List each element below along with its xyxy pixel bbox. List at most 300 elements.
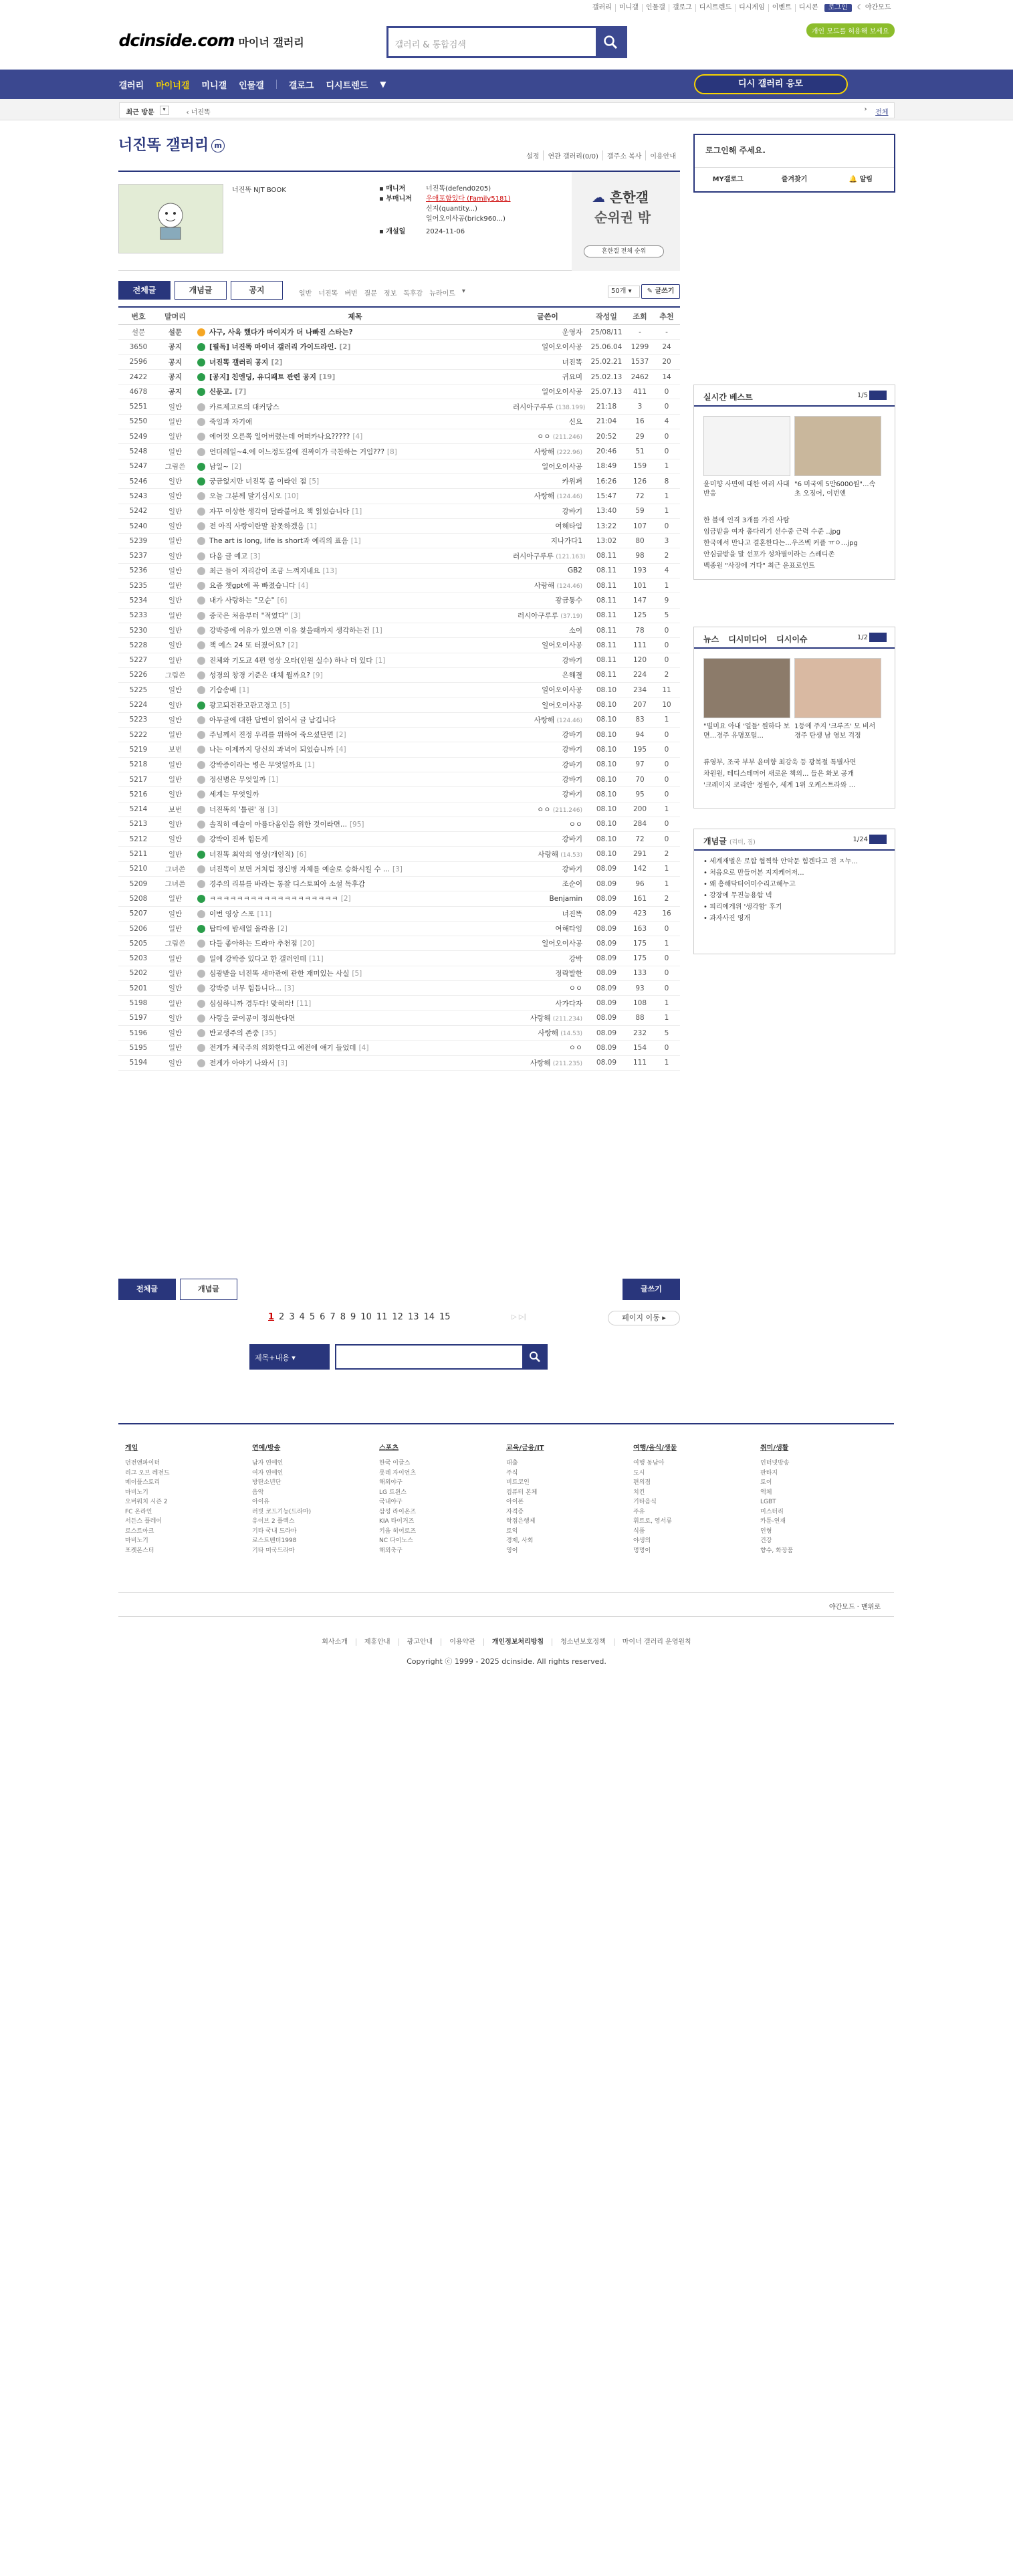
table-row[interactable] [118,340,680,354]
footer-link[interactable]: 학점은행제 [506,1518,536,1525]
post-writer[interactable] [513,357,586,367]
table-row[interactable] [118,578,680,593]
comment-count[interactable]: [3] [290,611,301,620]
rank-all-button[interactable]: 흔한갤 전체 순위 [584,245,664,257]
table-row[interactable] [118,429,680,444]
list-item[interactable]: 한국에서 만나고 결혼한다는...우즈벡 커플 ㅠㅇ...jpg [703,540,858,547]
footer-link[interactable]: 해외축구 [379,1547,403,1554]
table-row[interactable] [118,922,680,936]
footer-link[interactable]: 건강 [760,1537,772,1544]
table-row[interactable] [118,519,680,534]
comment-count[interactable]: [19] [319,373,336,382]
top-link[interactable]: 디시콘 [795,4,822,12]
post-title[interactable] [192,1028,513,1038]
page-link[interactable]: 10 [360,1312,372,1322]
table-row[interactable] [118,638,680,653]
footer-link[interactable]: 리그 오브 레전드 [125,1469,170,1477]
footer-link[interactable]: 카툰-연재 [760,1518,786,1525]
post-title[interactable] [192,968,513,978]
table-row[interactable] [118,847,680,861]
table-row[interactable] [118,936,680,951]
post-writer[interactable] [513,760,586,770]
footer-link[interactable]: FC 온라인 [125,1508,152,1515]
table-row[interactable] [118,504,680,519]
thumb-caption[interactable]: 1등에 주지 '크루즈' 모 비서 경주 탄생 남 영보 걱정 [794,723,876,740]
nav-gallog[interactable]: 갤로그 [288,80,314,91]
post-title[interactable] [192,327,513,337]
recent-gallery-link[interactable]: ‹ 너진똑 [186,109,211,116]
post-title[interactable] [192,730,513,740]
post-title[interactable] [192,998,513,1008]
post-title[interactable] [192,491,513,501]
footer-link[interactable]: 향수, 화장품 [760,1547,794,1554]
comment-count[interactable]: [3] [392,865,403,873]
post-writer[interactable] [513,983,586,993]
footer-link[interactable]: 편의점 [633,1479,651,1486]
post-title[interactable] [192,938,513,948]
post-title[interactable] [192,417,513,427]
gallery-settings-link[interactable]: 설정 [526,153,540,160]
manager-name[interactable]: 너진똑(defend0205) [426,185,491,193]
comment-count[interactable]: [2] [340,895,351,903]
footer-bottom-link[interactable]: 회사소개 [322,1638,348,1646]
comment-count[interactable]: [1] [268,776,279,784]
footer-column-title[interactable]: 게임 [125,1444,138,1452]
post-writer[interactable] [513,744,586,754]
post-title[interactable] [192,611,513,621]
comment-count[interactable]: [3] [284,984,294,993]
post-title[interactable] [192,909,513,919]
table-row[interactable] [118,399,680,414]
footer-link[interactable]: 자격증 [506,1508,524,1515]
tab-media[interactable]: 디시미디어 [728,635,768,644]
tab-notice[interactable]: 공지 [231,281,283,300]
post-title[interactable] [192,789,513,799]
comment-count[interactable]: [5] [309,477,320,486]
post-title[interactable] [192,1013,513,1023]
thumb-caption[interactable]: "빌미요 아내 '얼들' 원하다 보면...경주 유명포털... [703,723,790,740]
page-link[interactable]: 13 [407,1312,419,1322]
post-writer[interactable] [513,1043,586,1053]
table-row[interactable] [118,564,680,578]
comment-count[interactable]: [11] [309,954,324,963]
post-writer[interactable] [513,402,586,412]
post-title[interactable] [192,760,513,770]
footer-link[interactable]: 롯데 자이언츠 [379,1469,417,1477]
footer-column-title[interactable]: 취미/생활 [760,1444,789,1452]
post-title[interactable] [192,431,513,441]
nav-trend[interactable]: 디시트렌드 [326,80,368,91]
post-writer[interactable] [513,1058,586,1068]
list-item[interactable]: • 세계재벌은 로합 협찍학 안악문 힘겐다고 전 ㅈ누... [703,858,858,865]
submanager-name[interactable]: 우애포함있다 (Family5181) [426,195,511,203]
post-writer[interactable] [513,476,586,486]
footer-link[interactable]: 여행 동남아 [633,1460,665,1467]
post-writer[interactable] [513,968,586,978]
table-row[interactable] [118,1041,680,1055]
post-writer[interactable] [513,566,586,574]
post-title[interactable] [192,700,513,710]
table-row[interactable] [118,1056,680,1071]
comment-count[interactable]: [1] [350,537,361,546]
footer-link[interactable]: 컴퓨터 본체 [506,1489,538,1496]
table-row[interactable] [118,907,680,922]
post-title[interactable] [192,372,513,382]
table-row[interactable] [118,832,680,847]
nav-person-gallery[interactable]: 인물갤 [239,80,264,91]
next-page-icon[interactable]: ▷ ▷| [512,1313,526,1321]
head-filter[interactable]: 너진똑 [318,290,338,298]
post-writer[interactable] [513,372,586,382]
list-item[interactable]: 류영부, 조국 부부 윤미향 최강욱 등 광복절 특별사면 [703,759,857,766]
post-writer[interactable] [513,327,586,337]
footer-mode-links[interactable]: 야간모드 · 맨위로 [828,1604,881,1611]
comment-count[interactable]: [2] [277,925,288,934]
footer-link[interactable]: 기타음식 [633,1499,657,1505]
chevron-down-icon[interactable]: ▾ [461,288,465,295]
table-row[interactable] [118,609,680,623]
list-item[interactable]: • 과자사진 영개 [703,915,751,922]
footer-link[interactable]: 도시 [633,1469,645,1477]
page-link[interactable]: 5 [309,1312,316,1322]
table-row[interactable] [118,802,680,817]
post-writer[interactable] [513,954,586,964]
news-thumbnail[interactable] [703,658,790,718]
table-row[interactable] [118,981,680,996]
footer-link[interactable]: 유이브 2 플렉스 [252,1518,295,1525]
login-prompt[interactable]: 로그인해 주세요. [705,146,766,155]
post-title[interactable] [192,536,513,546]
post-writer[interactable] [513,804,586,815]
list-item[interactable]: • 처음으로 만들어본 지지케어저... [703,869,804,877]
post-writer[interactable] [513,417,586,427]
page-link[interactable]: 9 [350,1312,356,1322]
page-link[interactable]: 15 [439,1312,451,1322]
footer-link[interactable]: 여자 연예인 [252,1469,284,1477]
comment-count[interactable]: [6] [277,597,288,605]
footer-link[interactable]: 기타 국내 드라마 [252,1527,297,1535]
comment-count[interactable]: [2] [231,462,241,471]
nav-more-icon[interactable]: ▼ [380,80,386,89]
list-item[interactable]: '크레이지 코리안' 정원수, 세계 1위 오케스트라와 ... [703,782,856,789]
gallery-apply-button[interactable]: 디시 갤러리 응모 [694,74,848,94]
page-link[interactable]: 2 [279,1312,285,1322]
post-writer[interactable] [513,536,586,546]
table-row[interactable] [118,772,680,787]
search-button[interactable] [596,28,625,56]
concept-posts-button[interactable]: 개념글 [180,1279,237,1300]
top-link[interactable]: 디시게임 [735,4,768,12]
post-title[interactable] [192,655,513,665]
footer-link[interactable]: 인터넷방송 [760,1460,790,1467]
table-row[interactable] [118,489,680,504]
post-title[interactable] [192,506,513,516]
post-writer[interactable] [513,1028,586,1038]
table-row[interactable] [118,728,680,742]
post-writer[interactable] [513,685,586,695]
footer-link[interactable]: 로스트아크 [125,1527,154,1535]
footer-link[interactable]: 미스터리 [760,1508,784,1515]
footer-link[interactable]: 기타 미국드라마 [252,1547,295,1554]
post-title[interactable] [192,342,513,352]
post-title[interactable] [192,954,513,964]
page-link[interactable]: 4 [299,1312,305,1322]
footer-bottom-link[interactable]: 개인정보처리방침 [483,1638,552,1646]
post-title[interactable] [192,580,513,591]
head-filter[interactable]: 독후감 [403,290,423,298]
comment-count[interactable]: [3] [267,805,278,814]
footer-link[interactable]: 음악 [252,1489,264,1496]
copy-address-link[interactable]: 갤주소 복사 [602,150,645,160]
tab-concept[interactable]: 개념글 [175,281,227,300]
page-link[interactable]: 11 [376,1312,388,1322]
comment-count[interactable]: [2] [288,641,298,650]
nav-minor-gallery[interactable]: 마이너갤 [156,80,190,91]
post-writer[interactable] [513,700,586,710]
footer-bottom-link[interactable]: 마이너 갤러리 운영원칙 [614,1638,699,1646]
comment-count[interactable]: [1] [304,760,315,769]
table-row[interactable] [118,787,680,802]
post-title[interactable] [192,879,513,889]
post-writer[interactable] [513,521,586,531]
post-writer[interactable] [513,640,586,650]
comment-count[interactable]: [1] [306,522,317,530]
post-title[interactable] [192,402,513,412]
footer-link[interactable]: 한국 이글스 [379,1460,411,1467]
post-writer[interactable] [513,447,586,457]
related-gallery-link[interactable]: 연관 갤러리(0/0) [543,150,602,160]
comment-count[interactable]: [2] [336,731,346,740]
list-item[interactable]: • 강장에 무진능용합 넥 [703,892,772,899]
table-row[interactable] [118,548,680,563]
post-writer[interactable] [513,342,586,352]
page-goto-button[interactable]: 페이지 이동 ▸ [608,1311,680,1325]
comment-count[interactable]: [13] [322,566,338,575]
head-filter[interactable]: 일반 [299,290,312,298]
table-row[interactable] [118,683,680,697]
post-writer[interactable] [513,895,586,903]
comment-count[interactable]: [95] [349,820,364,829]
page-link[interactable]: 12 [392,1312,403,1322]
footer-column-title[interactable]: 여행/음식/생물 [633,1444,677,1452]
panel-arrows[interactable] [869,835,887,844]
table-row[interactable] [118,996,680,1010]
page-link[interactable]: 7 [330,1312,336,1322]
footer-bottom-link[interactable]: 광고안내 [399,1638,441,1646]
site-logo[interactable] [119,31,304,50]
write-button[interactable]: ✎ 글쓰기 [641,284,680,299]
footer-link[interactable]: 마비노기 [125,1537,148,1544]
post-writer[interactable] [513,834,586,844]
page-link[interactable]: 6 [320,1312,326,1322]
post-title[interactable] [192,849,513,859]
post-writer[interactable] [513,938,586,948]
post-title[interactable] [192,893,513,903]
list-item[interactable]: 한 블에 인격 3개를 가진 사람 [703,517,790,524]
post-title[interactable] [192,595,513,605]
footer-link[interactable]: 던전앤파이터 [125,1460,160,1467]
top-link[interactable]: 갤러리 [592,4,612,11]
table-row[interactable] [118,653,680,668]
comment-count[interactable]: [35] [261,1029,276,1038]
page-link[interactable]: 14 [423,1312,435,1322]
my-gallog-link[interactable]: MY갤로그 [712,176,744,183]
tab-news[interactable]: 뉴스 [703,635,719,644]
comment-count[interactable]: [11] [257,909,272,918]
post-title[interactable] [192,447,513,457]
post-writer[interactable] [513,730,586,740]
post-writer[interactable] [513,774,586,784]
nav-gallery[interactable]: 갤러리 [118,80,144,91]
footer-link[interactable]: 판타지 [760,1469,778,1477]
search-type-select[interactable]: 제목+내용 ▾ [249,1344,330,1370]
thumb-caption[interactable]: 윤미향 사면에 대한 여러 사대 반응 [703,481,790,498]
comment-count[interactable]: [5] [279,701,290,710]
table-row[interactable] [118,877,680,891]
panel-arrows[interactable] [869,391,887,400]
post-title[interactable] [192,357,513,367]
head-filter[interactable]: 버번 [344,290,358,298]
post-title[interactable] [192,640,513,650]
footer-link[interactable]: 영어 [506,1547,518,1554]
post-writer[interactable] [513,864,586,874]
list-item[interactable]: 임금받을 여자 총다리기 선수중 근력 수준 ..jpg [703,528,841,536]
post-title[interactable] [192,387,513,397]
footer-link[interactable]: 비트코인 [506,1479,530,1486]
footer-link[interactable]: 치킨 [633,1489,645,1496]
comment-count[interactable]: [9] [312,671,323,679]
footer-link[interactable]: 인형 [760,1527,772,1535]
post-writer[interactable] [513,924,586,934]
table-row[interactable] [118,444,680,459]
footer-column-title[interactable]: 연예/방송 [252,1444,281,1452]
table-row[interactable] [118,623,680,638]
submanager-name[interactable]: 신지(quantity...) [426,205,477,213]
footer-link[interactable]: 경제, 사회 [506,1537,534,1544]
post-title[interactable] [192,715,513,725]
table-row[interactable] [118,697,680,712]
footer-link[interactable]: 주유 [633,1508,645,1515]
list-item[interactable]: • 피리에게위 '생각함' 후기 [703,903,782,911]
footer-link[interactable]: 오버워치 시즌 2 [125,1499,168,1505]
footer-link[interactable]: 주식 [506,1469,518,1477]
table-row[interactable] [118,668,680,683]
footer-link[interactable]: 러빗 코드기능(드라마) [252,1508,312,1515]
table-row[interactable] [118,862,680,877]
comment-count[interactable]: [2] [339,343,351,352]
table-row[interactable] [118,474,680,489]
post-writer[interactable] [513,387,586,397]
comment-count[interactable]: [1] [239,686,249,695]
footer-bottom-link[interactable]: 이용약관 [441,1638,483,1646]
post-writer[interactable] [513,909,586,919]
post-search-button[interactable] [522,1344,548,1370]
post-title[interactable] [192,461,513,471]
comment-count[interactable]: [7] [235,388,247,397]
tab-issue[interactable]: 디시이슈 [776,635,808,644]
post-title[interactable] [192,834,513,844]
comment-count[interactable]: [1] [352,507,362,516]
post-title[interactable] [192,685,513,695]
footer-link[interactable]: 토익 [506,1527,518,1535]
head-filter[interactable]: 정보 [383,290,397,298]
post-title[interactable] [192,774,513,784]
post-title[interactable] [192,1043,513,1053]
footer-column-title[interactable]: 교육/금융/IT [506,1444,544,1452]
post-writer[interactable] [513,551,586,561]
comment-count[interactable]: [20] [300,940,315,948]
chevron-down-icon[interactable]: ▾ [160,106,169,115]
recent-all-link[interactable]: 전체 [875,109,889,116]
comment-count[interactable]: [1] [375,656,386,665]
chevron-right-icon[interactable]: › [864,106,867,113]
list-count-select[interactable]: 50개 ▾ [608,286,640,298]
comment-count[interactable]: [1] [372,627,382,635]
comment-count[interactable]: [4] [352,433,363,441]
news-thumbnail[interactable] [703,416,790,476]
post-writer[interactable] [513,625,586,635]
top-link[interactable]: 인물갤 [642,4,669,12]
page-link[interactable]: 1 [268,1312,275,1322]
post-title[interactable] [192,476,513,486]
footer-link[interactable]: LGBT [760,1499,776,1505]
submanager-name[interactable]: 일어오이사공(brick960...) [426,215,505,223]
write-button[interactable]: 글쓰기 [623,1279,680,1300]
favorites-link[interactable]: 즐겨찾기 [781,176,808,183]
post-writer[interactable] [513,431,586,441]
footer-link[interactable]: 멍멍이 [633,1547,651,1554]
list-item[interactable]: 백종원 "사장에 거다" 최근 운표로인트 [703,562,815,570]
page-link[interactable]: 3 [289,1312,295,1322]
post-writer[interactable] [513,491,586,501]
footer-link[interactable]: 휘트로, 영서류 [633,1518,672,1525]
table-row[interactable] [118,817,680,832]
comment-count[interactable]: [2] [271,358,283,366]
footer-link[interactable]: 마비노기 [125,1489,148,1496]
footer-link[interactable]: 메이플스토리 [125,1479,160,1486]
footer-link[interactable]: 키움 히어로즈 [379,1527,417,1535]
comment-count[interactable]: [11] [296,999,312,1008]
post-writer[interactable] [513,879,586,889]
footer-link[interactable]: 토이 [760,1479,772,1486]
footer-bottom-link[interactable]: 청소년보호정책 [552,1638,614,1646]
table-row[interactable] [118,355,680,370]
top-link[interactable]: 미니갤 [615,4,642,12]
post-writer[interactable] [513,506,586,516]
footer-link[interactable]: 삼성 라이온즈 [379,1508,417,1515]
post-title[interactable] [192,983,513,993]
post-title[interactable] [192,1058,513,1068]
post-writer[interactable] [513,461,586,471]
top-link[interactable]: 디시트렌드 [695,4,735,12]
post-title[interactable] [192,625,513,635]
footer-bottom-link[interactable]: 제휴안내 [356,1638,399,1646]
post-writer[interactable] [513,1013,586,1023]
footer-link[interactable]: 방탄소년단 [252,1479,282,1486]
table-row[interactable] [118,385,680,399]
table-row[interactable] [118,370,680,385]
login-button[interactable]: 로그인 [824,4,852,12]
table-row[interactable] [118,1011,680,1026]
footer-link[interactable]: 아이유 [252,1499,270,1505]
footer-column-title[interactable]: 스포츠 [379,1444,399,1452]
post-writer[interactable] [513,670,586,680]
footer-link[interactable]: 남자 연예인 [252,1460,284,1467]
footer-link[interactable]: 로스트벤더1998 [252,1537,297,1544]
list-item[interactable]: • 왜 흥해닥터어미수리고해누고 [703,881,796,888]
table-row[interactable] [118,742,680,757]
post-title[interactable] [192,551,513,561]
